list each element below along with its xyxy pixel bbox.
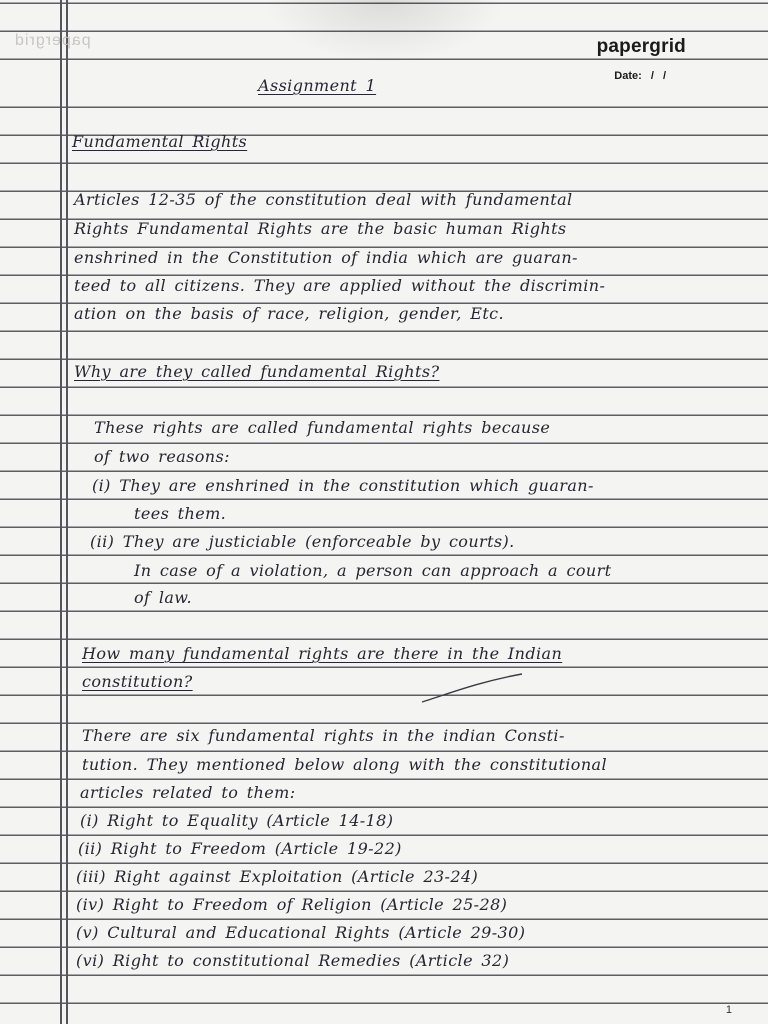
section-heading-continued: constitution? (82, 672, 193, 691)
brand-logo: papergrid (596, 36, 686, 57)
text-line: (i) They are enshrined in the constitution which guaran- (92, 476, 594, 495)
text-line: of two reasons: (94, 447, 230, 466)
text-line: Articles 12-35 of the constitution deal with fundamental (74, 190, 573, 209)
margin-line (60, 0, 62, 1024)
text-line: In case of a violation, a person can approach a court (134, 561, 612, 580)
section-heading: Why are they called fundamental Rights? (74, 362, 440, 381)
text-line: These rights are called fundamental rights because (94, 418, 551, 437)
list-item: (i) Right to Equality (Article 14-18) (80, 811, 394, 830)
text-line: articles related to them: (80, 783, 296, 802)
assignment-title: Assignment 1 (258, 76, 377, 95)
margin-line (66, 0, 68, 1024)
list-item: (vi) Right to constitutional Remedies (Article 32) (76, 951, 510, 970)
page-number: 1 (725, 1004, 732, 1016)
text-line: (ii) They are justiciable (enforceable by courts). (90, 532, 515, 551)
list-item: (iv) Right to Freedom of Religion (Article 25-28) (76, 895, 508, 914)
list-item: (iii) Right against Exploitation (Article 23-24) (76, 867, 479, 886)
text-line: tees them. (134, 504, 227, 523)
pencil-stroke (418, 672, 528, 706)
date-label: Date: / / (614, 70, 666, 82)
text-line: There are six fundamental rights in the indian Consti- (82, 726, 565, 745)
text-line: teed to all citizens. They are applied without the discrimin- (74, 276, 606, 295)
text-line: Rights Fundamental Rights are the basic human Rights (74, 219, 567, 238)
list-item: (v) Cultural and Educational Rights (Article 29-30) (76, 923, 526, 942)
section-heading: How many fundamental rights are there in the Indian (82, 644, 563, 663)
list-item: (ii) Right to Freedom (Article 19-22) (78, 839, 402, 858)
bleed-through-watermark: papergrid (14, 32, 91, 49)
text-line: tution. They mentioned below along with the constitutional (82, 755, 608, 774)
text-line: enshrined in the Constitution of india which are guaran- (74, 248, 578, 267)
section-heading: Fundamental Rights (72, 132, 248, 151)
text-line: ation on the basis of race, religion, gender, Etc. (74, 304, 505, 323)
text-line: of law. (134, 588, 192, 607)
